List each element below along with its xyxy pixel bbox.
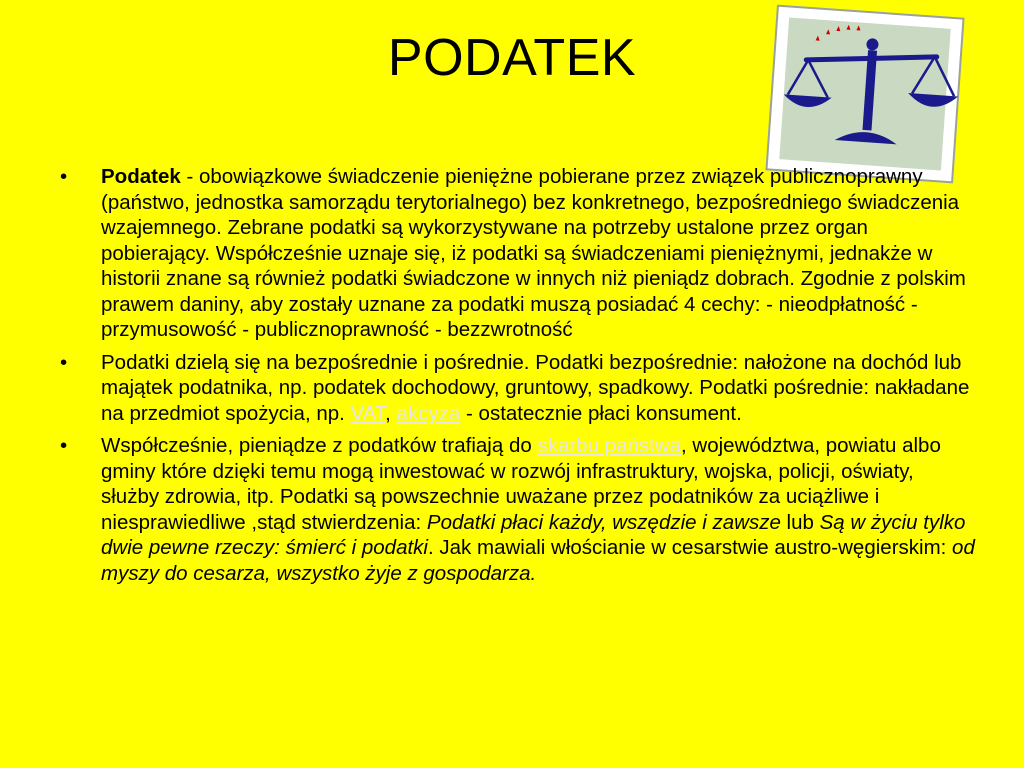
- link-akcyza[interactable]: akcyza: [396, 401, 461, 425]
- bullet-item-usage: [60, 433, 975, 586]
- peasants-text: . Jak mawiali włościanie w cesarstwie austro-węgierskim:: [428, 536, 953, 559]
- usage-text: Współcześnie, pieniądze z podatków trafiają do: [101, 434, 538, 457]
- term-podatek: Podatek: [101, 165, 181, 188]
- bullet-marker: •: [60, 434, 68, 457]
- bullet-marker: •: [60, 165, 68, 188]
- quote-everyone-pays: Podatki płaci każdy, wszędzie i zawsze: [426, 510, 781, 534]
- types-text: Podatki dzielą się na bezpośrednie i pośrednie. Podatki bezpośrednie: nałożone na dochód lub majątek podatnika, np. podatek dochodowy, gruntowy, spadkowy. Podatki pośrednie: nakładane na przedmiot spożycia, np.: [101, 350, 970, 425]
- usage-body-text: , województwa, powiatu albo gminy które dzięki temu mogą inwestować w rozwój infrastruktury, wojska, policji, oświaty, służby zdrowia, itp. Podatki są powszechnie uważane przez podatników za uciążliwe i niesprawiedliwe ,stąd stwierdzenia:: [101, 434, 941, 534]
- definition-text: - obowiązkowe świadczenie pieniężne pobierane przez związek publicznoprawny (państwo, jednostka samorządu terytorialnego) bez konkretnego, bezpośredniego świadczenia wzajemnego. Zebrane podatki są wykorzystywane na potrzeby ustalone przez organ pobierający. Współcześnie uznaje się, iż podatki są świadczeniami pieniężnymi, jednakże w historii znane są również podatki świadczone w innych niż pieniądz dobrach. Zgodnie z polskim prawem daniny, aby zostały uznane za podatki muszą posiadać 4 cechy: - nieodpłatność - przymusowość - publicznoprawność - bezzwrotność: [101, 165, 966, 341]
- link-vat[interactable]: VAT: [350, 401, 386, 425]
- slide-title: PODATEK: [387, 29, 637, 87]
- link-skarb-panstwa[interactable]: skarbu państwa: [537, 434, 682, 457]
- bullet-list: [60, 164, 975, 593]
- scales-of-justice-icon: [758, 4, 972, 184]
- bullet-marker: •: [60, 350, 68, 374]
- quote-death-and-taxes: Są w życiu tylko dwie pewne rzeczy: śmierć i podatki: [101, 510, 966, 559]
- types-tail-text: - ostatecznie płaci konsument.: [460, 401, 742, 425]
- bullet-item-definition: [60, 164, 975, 343]
- quote-mouse-to-emperor: od myszy do cesarza, wszystko żyje z gospodarza.: [101, 536, 975, 585]
- separator-text: ,: [385, 401, 397, 425]
- bullet-item-types: [60, 350, 975, 427]
- connector-text: lub: [780, 510, 820, 534]
